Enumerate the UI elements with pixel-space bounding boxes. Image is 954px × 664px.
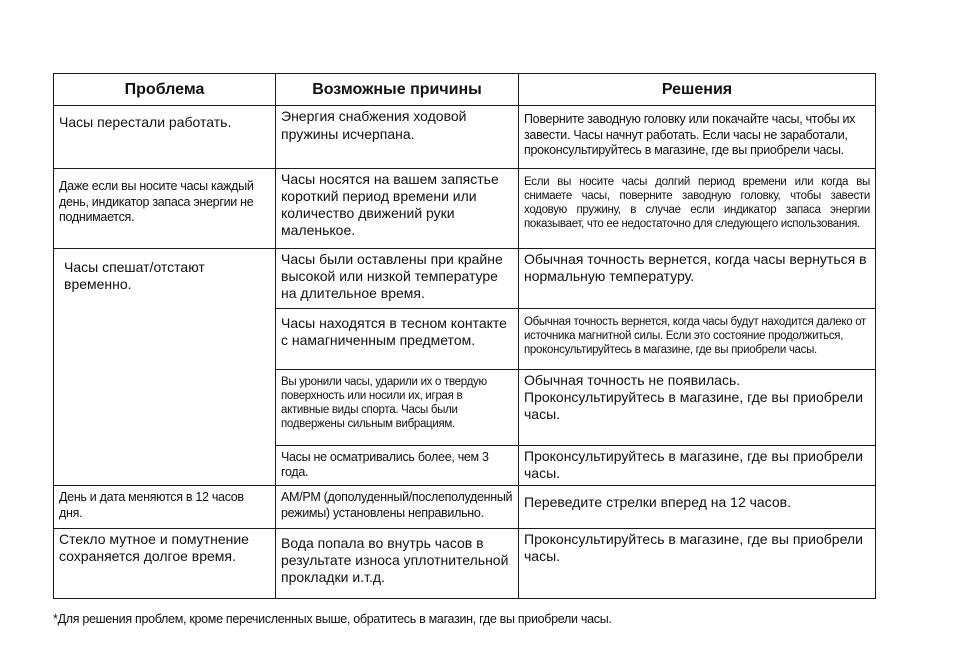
- header-problem: Проблема: [54, 74, 276, 106]
- table-row: [54, 249, 876, 309]
- cause-cell: Энергия снабжения ходовой пружины исчерпана.: [276, 106, 519, 169]
- solution-cell: Если вы носите часы долгий период времени или когда вы снимаете часы, поверните заводную головку, чтобы завести ходовую пружину, в случае если индикатор запаса энергии показывает, что ее недостаточно для следующего использования.: [519, 169, 876, 249]
- solution-cell: Обычная точность вернется, когда часы будут находится далеко от источника магнитной силы. Если это состояние продолжиться, проконсультируйтесь в магазине, где вы приобрели часы.: [519, 309, 876, 370]
- cause-cell: Вода попала во внутрь часов в результате износа уплотнительной прокладки и.т.д.: [276, 529, 519, 599]
- table-row: [54, 169, 876, 249]
- problem-cell: Часы спешат/отстают временно.: [54, 249, 276, 486]
- cause-cell: Часы были оставлены при крайне высокой или низкой температуре на длительное время.: [276, 249, 519, 309]
- problem-cell: Даже если вы носите часы каждый день, индикатор запаса энергии не поднимается.: [54, 169, 276, 249]
- solution-cell: Проконсультируйтесь в магазине, где вы приобрели часы.: [519, 445, 876, 486]
- problem-cell: Стекло мутное и помутнение сохраняется долгое время.: [54, 529, 276, 599]
- troubleshooting-table: [53, 73, 876, 599]
- table-header-row: [54, 74, 876, 106]
- footnote: *Для решения проблем, кроме перечисленных выше, обратитесь в магазин, где вы приобрели часы.: [53, 612, 612, 626]
- solution-cell: Обычная точность вернется, когда часы вернуться в нормальную температуру.: [519, 249, 876, 309]
- header-solutions: Решения: [519, 74, 876, 106]
- cause-cell: Вы уронили часы, ударили их о твердую поверхность или носили их, играя в активные виды спорта. Часы были подвержены сильным вибрациям.: [276, 369, 519, 445]
- solution-cell: Поверните заводную головку или покачайте часы, чтобы их завести. Часы начнут работать. Если часы не заработали, проконсультируйтесь в магазине, где вы приобрели часы.: [519, 106, 876, 169]
- problem-cell: Часы перестали работать.: [54, 106, 276, 169]
- solution-cell: Проконсультируйтесь в магазине, где вы приобрели часы.: [519, 529, 876, 599]
- cause-cell: Часы находятся в тесном контакте с намагниченным предметом.: [276, 309, 519, 370]
- header-causes: Возможные причины: [276, 74, 519, 106]
- table-row: [54, 106, 876, 169]
- table-row: [54, 529, 876, 599]
- cause-cell: AM/PM (дополуденный/послеполуденный режимы) установлены неправильно.: [276, 486, 519, 529]
- table-row: [54, 486, 876, 529]
- solution-cell: Переведите стрелки вперед на 12 часов.: [519, 486, 876, 529]
- cause-cell: Часы носятся на вашем запястье короткий период времени или количество движений руки маленькое.: [276, 169, 519, 249]
- cause-cell: Часы не осматривались более, чем 3 года.: [276, 445, 519, 486]
- problem-cell: День и дата меняются в 12 часов дня.: [54, 486, 276, 529]
- solution-cell: Обычная точность не появилась. Проконсультируйтесь в магазине, где вы приобрели часы.: [519, 369, 876, 445]
